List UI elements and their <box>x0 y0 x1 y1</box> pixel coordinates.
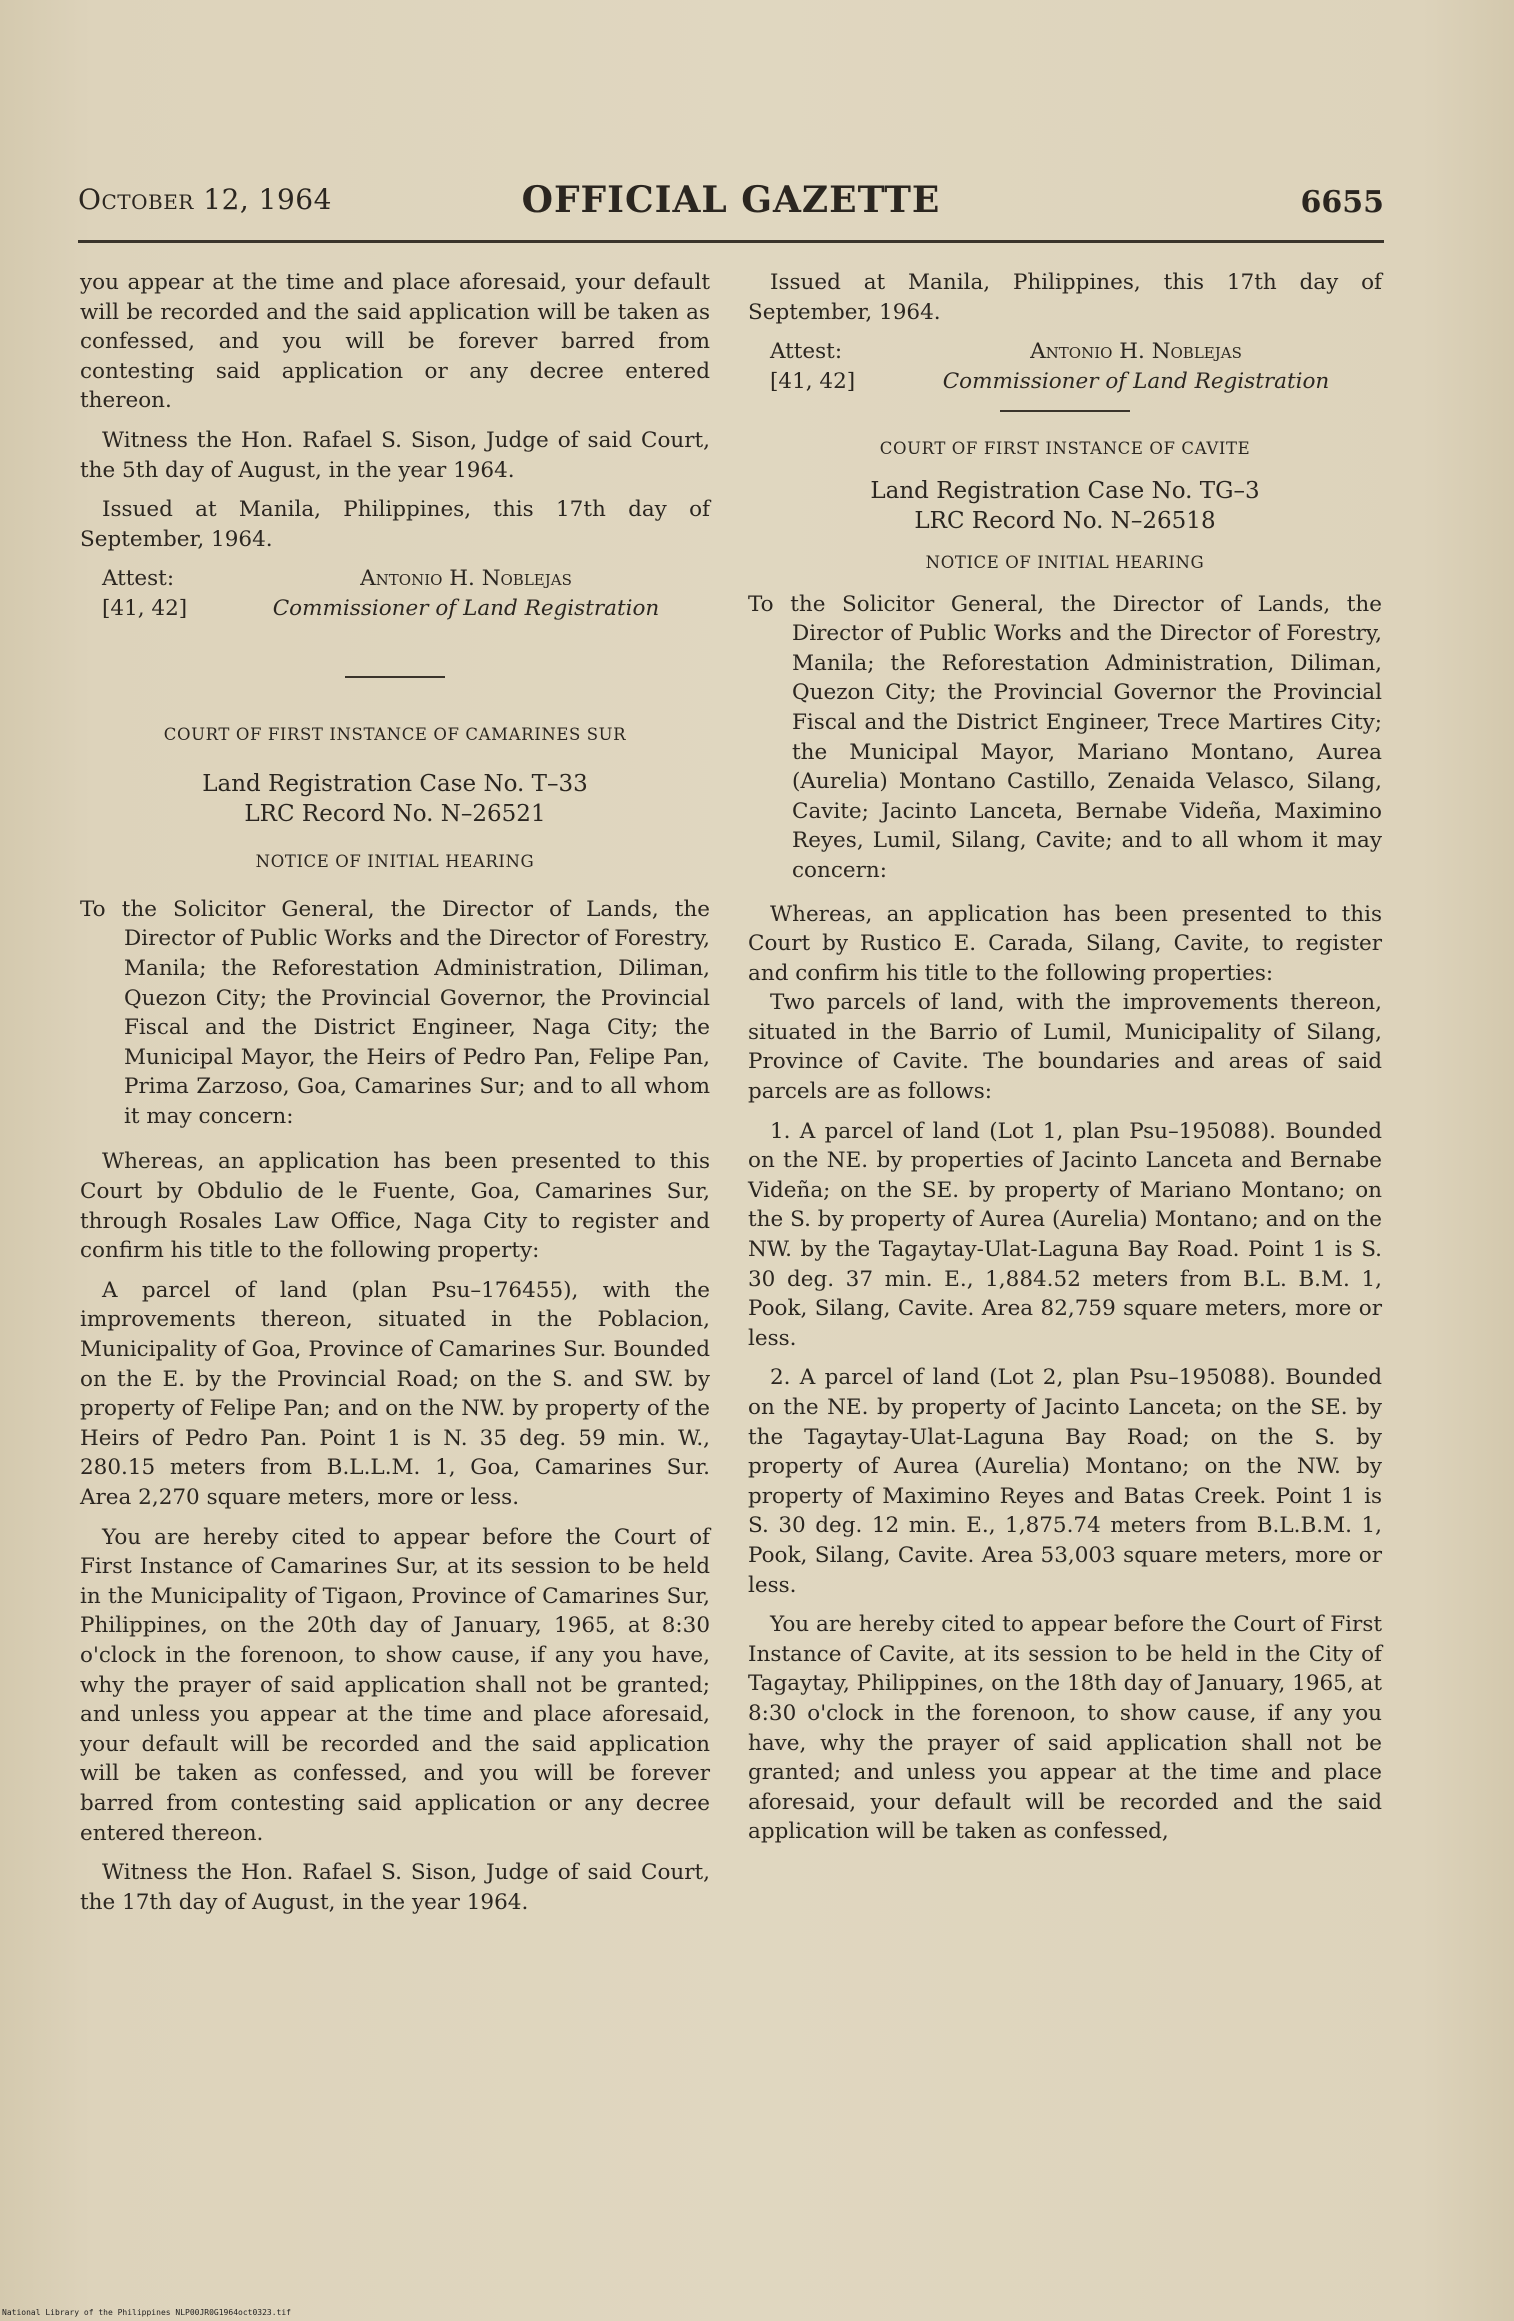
case-number: Land Registration Case No. TG–3 <box>870 477 1260 504</box>
continuation-paragraph: you appear at the time and place aforesaid, your default will be recorded and the said application will be taken as confessed, and you will be forever barred from contesting said application or any decree entered thereon. <box>80 270 710 414</box>
attest-name: Antonio H. Noblejas <box>1030 339 1242 365</box>
attest-label: Attest: <box>102 566 175 592</box>
whereas-paragraph: Whereas, an application has been presented to this Court by Rustico E. Carada, Silang, Cavite, to register and confirm his title to the following properties: <box>748 901 1382 986</box>
section-divider <box>1000 410 1130 412</box>
attest-ref: [41, 42] <box>102 595 188 621</box>
attest-title: Commissioner of Land Registration <box>942 368 1330 394</box>
parcel-2-paragraph: 2. A parcel of land (Lot 2, plan Psu–195088). Bounded on the NE. by property of Jacinto Lanceta; on the SE. by the Tagaytay-Ulat-Laguna Bay Road; on the S. by property of Aurea (Aurelia) Montano; on the NW. by property of Maximino Reyes and Batas Creek. Point 1 is S. 30 deg. 12 min. E., 1,875.74 meters from B.L.B.M. 1, Pook, Silang, Cavite. Area 53,003 square meters, more or less. <box>748 1365 1382 1598</box>
page-header <box>78 179 1384 231</box>
left-column <box>80 268 710 1917</box>
scan-footer: National Library of the Philippines NLP00JR0G1964oct0323.tif <box>2 2308 291 2317</box>
court-heading: COURT OF FIRST INSTANCE OF CAVITE <box>879 439 1251 459</box>
attest-name: Antonio H. Noblejas <box>360 566 572 592</box>
header-date: October 12, 1964 <box>78 183 332 216</box>
whereas-paragraph: Whereas, an application has been presented to this Court by Obdulio de le Fuente, Goa, Camarines Sur, through Rosales Law Office, Naga City to register and confirm his title to the following property: <box>80 1149 710 1264</box>
parcel-paragraph: A parcel of land (plan Psu–176455), with the improvements thereon, situated in the Poblacion, Municipality of Goa, Province of Camarines Sur. Bounded on the E. by the Provincial Road; on the S. and SW. by property of Felipe Pan; and on the NW. by property of the Heirs of Pedro Pan. Point 1 is N. 35 deg. 59 min. W., 280.15 meters from B.L.L.M. 1, Goa, Camarines Sur. Area 2,270 square meters, more or less. <box>80 1277 710 1510</box>
header-title: OFFICIAL GAZETTE <box>521 179 941 221</box>
issued-paragraph: Issued at Manila, Philippines, this 17th day of September, 1964. <box>80 497 710 552</box>
attest-title: Commissioner of Land Registration <box>272 595 660 621</box>
lrc-record: LRC Record No. N–26518 <box>914 507 1216 534</box>
case-number: Land Registration Case No. T–33 <box>202 771 588 798</box>
witness-paragraph-2: Witness the Hon. Rafael S. Sison, Judge of said Court, the 17th day of August, in the year 1964. <box>80 1860 710 1915</box>
issued-paragraph: Issued at Manila, Philippines, this 17th day of September, 1964. <box>748 270 1382 325</box>
attest-label: Attest: <box>770 339 843 365</box>
two-parcels-paragraph: Two parcels of land, with the improvements thereon, situated in the Barrio of Lumil, Municipality of Silang, Province of Cavite. The boundaries and areas of said parcels are as follows: <box>748 990 1382 1105</box>
parcel-1-paragraph: 1. A parcel of land (Lot 1, plan Psu–195088). Bounded on the NE. by properties of Jacinto Lanceta and Bernabe Videña; on the SE. by property of Mariano Montano; on the S. by property of Aurea (Aurelia) Montano; and on the NW. by the Tagaytay-Ulat-Laguna Bay Road. Point 1 is S. 30 deg. 37 min. E., 1,884.52 meters from B.L. B.M. 1, Pook, Silang, Cavite. Area 82,759 square meters, more or less. <box>748 1118 1382 1351</box>
court-heading: COURT OF FIRST INSTANCE OF CAMARINES SUR <box>163 724 627 744</box>
page-number: 6655 <box>1300 185 1384 220</box>
notice-heading: NOTICE OF INITIAL HEARING <box>925 552 1205 572</box>
section-divider <box>345 676 445 678</box>
witness-paragraph: Witness the Hon. Rafael S. Sison, Judge of said Court, the 5th day of August, in the year 1964. <box>80 427 710 483</box>
lrc-record: LRC Record No. N–26521 <box>244 801 546 828</box>
right-column <box>748 268 1382 1847</box>
attest-ref: [41, 42] <box>770 368 856 394</box>
addressee-paragraph: To the Solicitor General, the Director of Lands, the Director of Public Works and the Director of Forestry, Manila; the Reforestation Administration, Diliman, Quezon City; the Provincial Governor, the Provincial Fiscal and the District Engineer, Naga City; the Municipal Mayor, the Heirs of Pedro Pan, Felipe Pan, Prima Zarzoso, Goa, Camarines Sur; and to all whom it may concern: <box>80 896 710 1129</box>
cited-paragraph: You are hereby cited to appear before the Court of First Instance of Camarines Sur, at its session to be held in the Municipality of Tigaon, Province of Camarines Sur, Philippines, on the 20th day of January, 1965, at 8:30 o'clock in the forenoon, to show cause, if any you have, why the prayer of said application shall not be granted; and unless you appear at the time and place aforesaid, your default will be recorded and the said application will be taken as confessed, and you will be forever barred from contesting said application or any decree entered thereon. <box>80 1524 710 1846</box>
cited-paragraph: You are hereby cited to appear before the Court of First Instance of Cavite, at its session to be held in the City of Tagaytay, Philippines, on the 18th day of January, 1965, at 8:30 o'clock in the forenoon, to show cause, if any you have, why the prayer of said application shall not be granted; and unless you appear at the time and place aforesaid, your default will be recorded and the said application will be taken as confessed, <box>748 1612 1382 1845</box>
attestation <box>80 564 710 623</box>
header-rule <box>78 240 1384 243</box>
attestation <box>748 337 1382 396</box>
addressee-paragraph: To the Solicitor General, the Director of Lands, the Director of Public Works and the Director of Forestry, Manila; the Reforestation Administration, Diliman, Quezon City; the Provincial Governor the Provincial Fiscal and the District Engineer, Trece Martires City; the Municipal Mayor, Mariano Montano, Aurea (Aurelia) Montano Castillo, Zenaida Velasco, Silang, Cavite; Jacinto Lanceta, Bernabe Videña, Maximino Reyes, Lumil, Silang, Cavite; and to all whom it may concern: <box>748 591 1382 883</box>
notice-heading: NOTICE OF INITIAL HEARING <box>255 852 535 872</box>
